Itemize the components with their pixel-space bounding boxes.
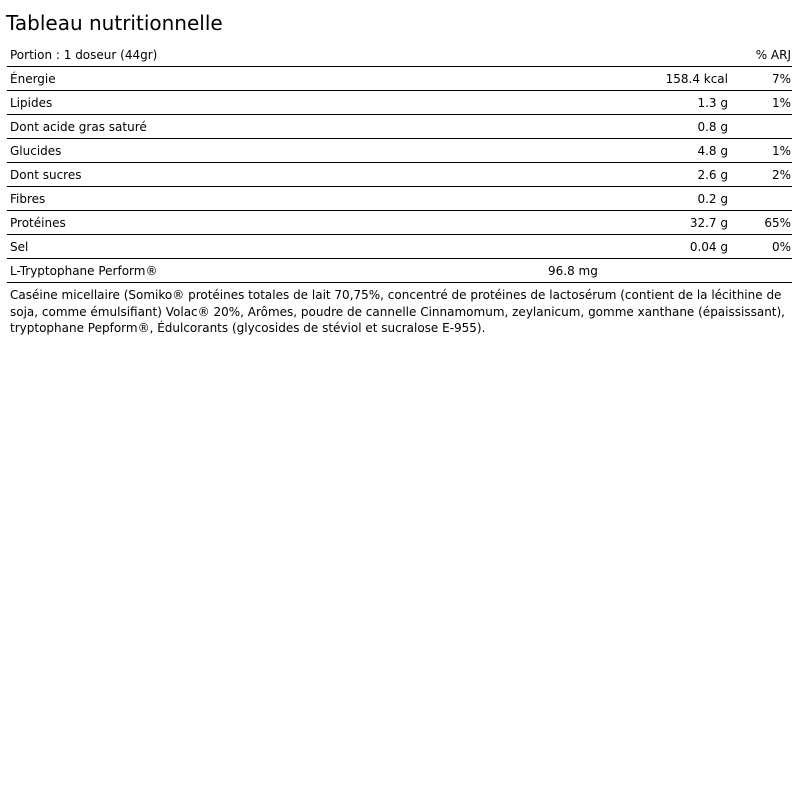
nutrient-label: Dont sucres: [7, 163, 525, 187]
nutrient-ar: 1%: [733, 139, 792, 163]
table-row: [7, 91, 792, 115]
table-row: [7, 163, 792, 187]
nutrient-value: 0.8 g: [525, 115, 733, 139]
nutrient-ar: 0%: [733, 235, 792, 259]
nutrient-ar: [733, 187, 792, 211]
table-row: [7, 187, 792, 211]
nutrient-label: Lipides: [7, 91, 525, 115]
nutrient-ar: 2%: [733, 163, 792, 187]
nutrient-ar: 1%: [733, 91, 792, 115]
nutrient-label: Sel: [7, 235, 525, 259]
table-row: [7, 259, 792, 283]
nutrient-value: 96.8 mg: [525, 259, 733, 283]
table-row: [7, 235, 792, 259]
table-row: [7, 115, 792, 139]
page-title: Tableau nutritionnelle: [6, 11, 223, 35]
nutrient-label: L-Tryptophane Perform®: [7, 259, 525, 283]
table-header-row: [7, 43, 792, 67]
nutrient-ar: [733, 115, 792, 139]
table-row: [7, 211, 792, 235]
nutrient-ar: 7%: [733, 67, 792, 91]
value-header: [525, 43, 733, 67]
nutrient-value: 32.7 g: [525, 211, 733, 235]
table-row: [7, 67, 792, 91]
nutrient-ar: [733, 259, 792, 283]
nutrient-label: Fibres: [7, 187, 525, 211]
nutrient-label: Protéines: [7, 211, 525, 235]
nutrient-value: 158.4 kcal: [525, 67, 733, 91]
nutrient-value: 0.04 g: [525, 235, 733, 259]
nutrient-value: 1.3 g: [525, 91, 733, 115]
nutrient-ar: 65%: [733, 211, 792, 235]
nutrient-value: 4.8 g: [525, 139, 733, 163]
nutrition-table: [7, 43, 792, 283]
nutrient-value: 2.6 g: [525, 163, 733, 187]
ar-header: % ARJ: [733, 43, 792, 67]
ingredients-text: Caséine micellaire (Somiko® protéines totales de lait 70,75%, concentré de protéines de lactosérum (contient de la lécithine de soja, comme émulsifiant) Volac® 20%, Arômes, poudre de cannelle Cinnamomum, zeylanicum, gomme xanthane (épaississant), tryptophane Pepform®, Édulcorants (glycosides de stéviol et sucralose E-955).: [10, 288, 785, 335]
nutrient-label: Énergie: [7, 67, 525, 91]
portion-label: Portion : 1 doseur (44gr): [7, 43, 525, 67]
table-row: [7, 139, 792, 163]
nutrient-label: Dont acide gras saturé: [7, 115, 525, 139]
nutrient-label: Glucides: [7, 139, 525, 163]
nutrient-value: 0.2 g: [525, 187, 733, 211]
